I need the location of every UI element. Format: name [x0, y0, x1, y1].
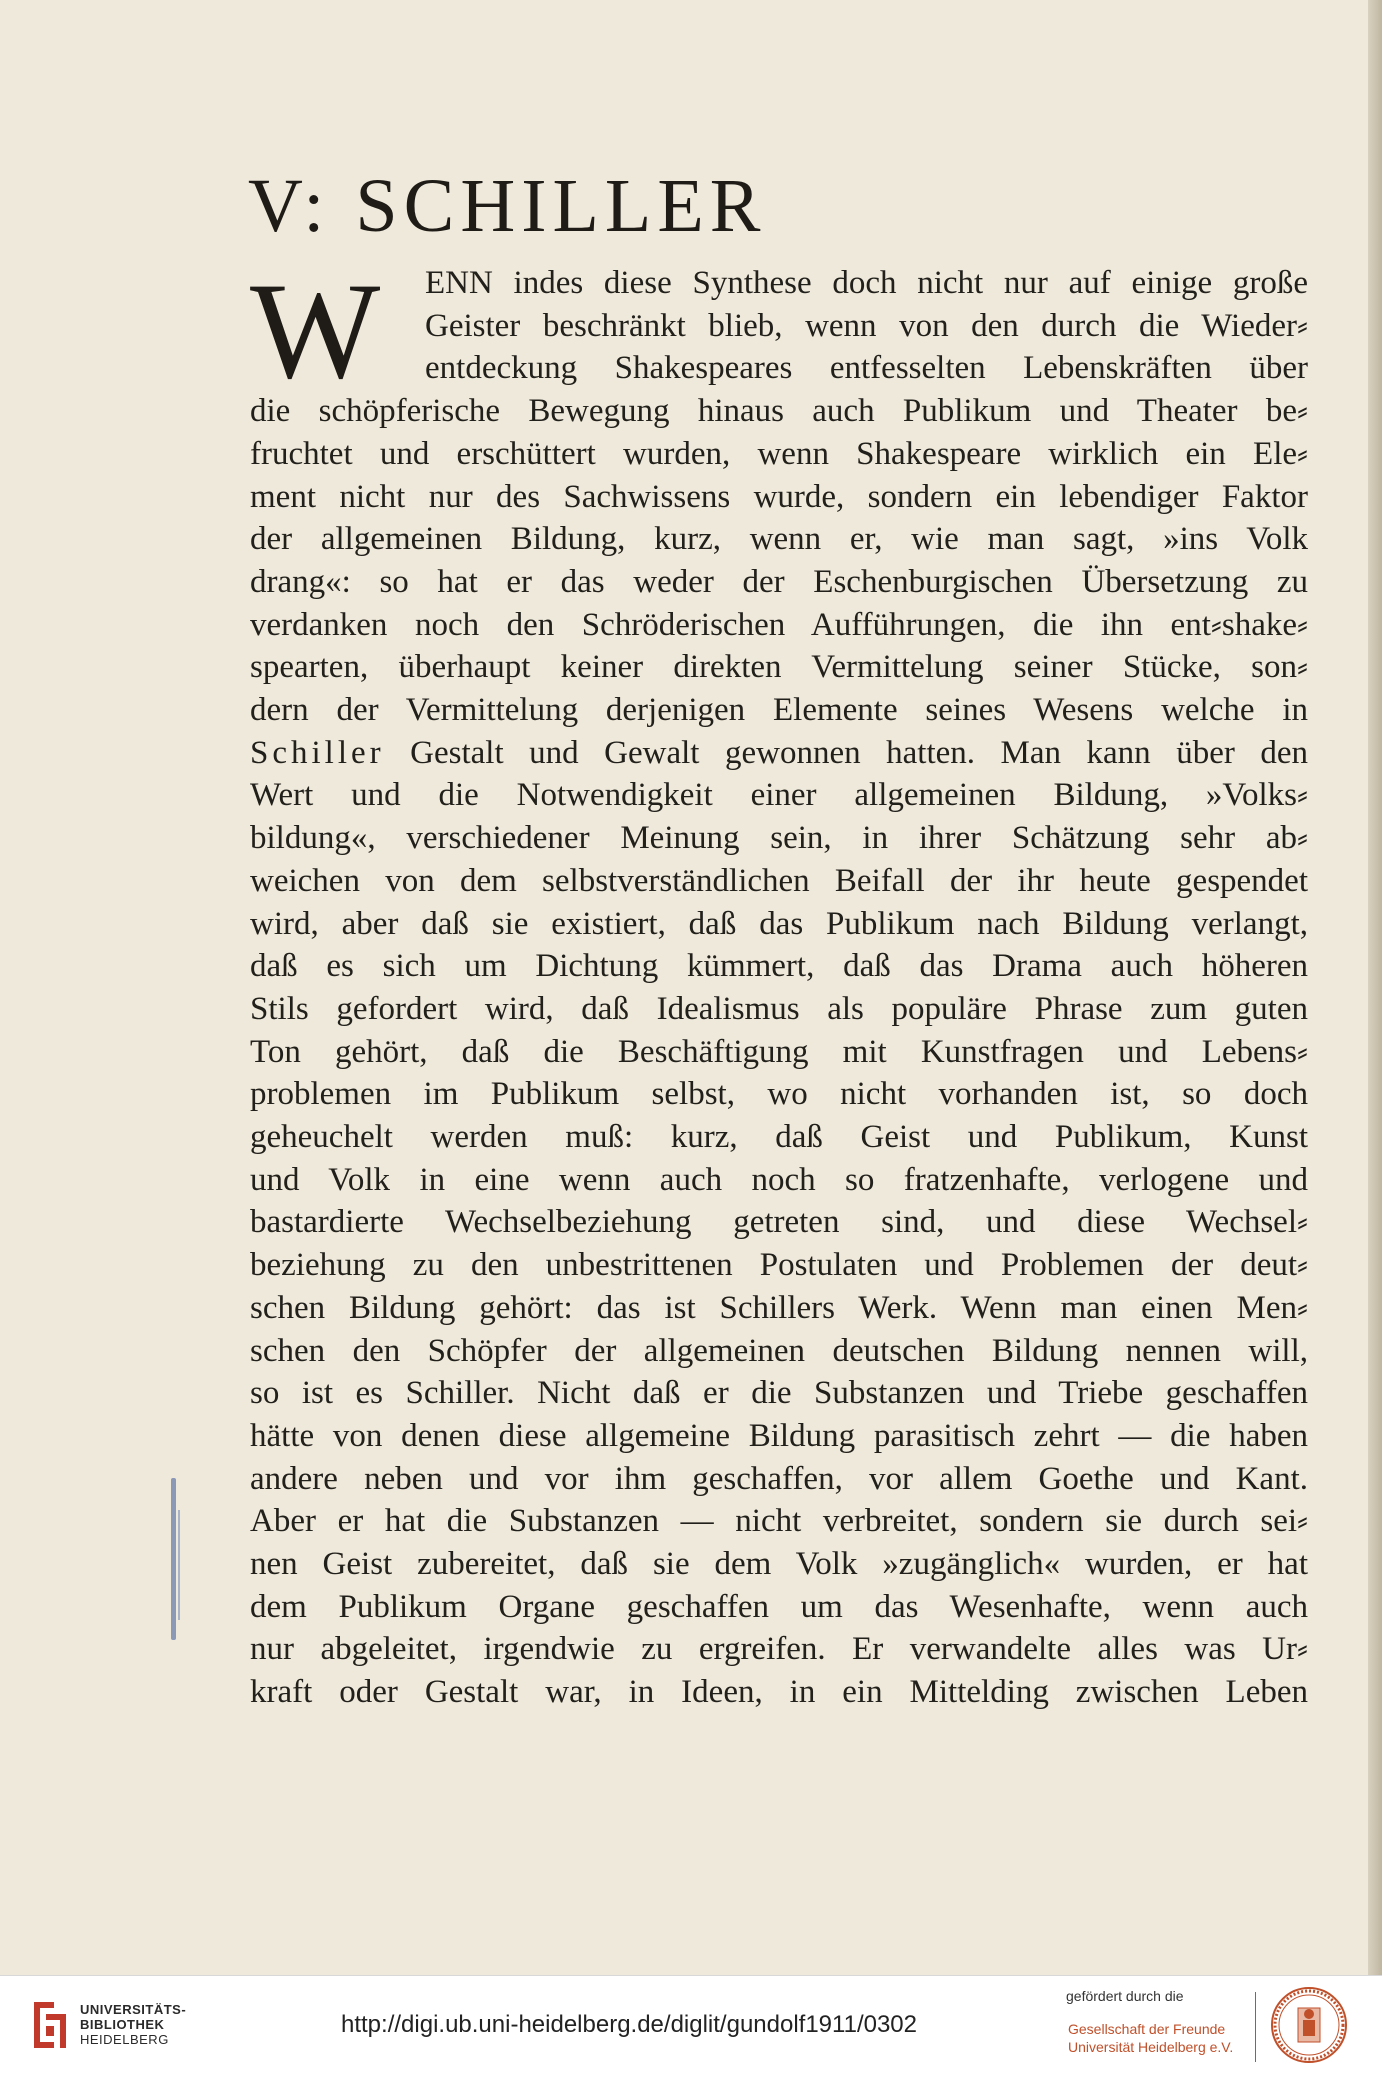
text-line: entdeckung Shakespeares entfesselten Lebenskräften über — [425, 350, 1308, 387]
text-line: bastardierte Wechselbeziehung getreten sind, und diese Wechsel⸗ — [250, 1204, 1308, 1241]
text-line: fruchtet und erschüttert wurden, wenn Shakespeare wirklich ein Ele⸗ — [250, 435, 1308, 472]
text-line: problemen im Publikum selbst, wo nicht vorhanden ist, so doch — [250, 1076, 1308, 1113]
drop-cap: W — [250, 254, 381, 407]
viewer-footer — [0, 1975, 1382, 2075]
emphasized-word: Schiller — [250, 734, 385, 771]
text-line: daß es sich um Dichtung kümmert, daß das Drama auch höheren — [250, 948, 1308, 985]
text-line: und Volk in eine wenn auch noch so fratzenhafte, verlogene und — [250, 1161, 1308, 1198]
sponsor-divider — [1255, 1992, 1256, 2062]
text-line: Stils gefordert wird, daß Idealismus als populäre Phrase zum guten — [250, 990, 1308, 1027]
margin-pencil-mark — [171, 1478, 176, 1640]
library-name — [80, 2002, 186, 2047]
text-line: der allgemeinen Bildung, kurz, wenn er, wie man sagt, »ins Volk — [250, 521, 1308, 558]
text-line: geheuchelt werden muß: kurz, daß Geist und Publikum, Kunst — [250, 1119, 1308, 1155]
text-line: bildung«, verschiedener Meinung sein, in ihrer Schätzung sehr ab⸗ — [250, 820, 1308, 857]
text-line: dem Publikum Organe geschaffen um das Wesenhafte, wenn auch — [250, 1588, 1308, 1625]
text-line: schen den Schöpfer der allgemeinen deutschen Bildung nennen will, — [250, 1332, 1308, 1369]
text-line: verdanken noch den Schröderischen Aufführungen, die ihn ent⸗shake⸗ — [250, 606, 1308, 643]
university-library-logo-icon — [30, 1998, 70, 2052]
text-line: andere neben und vor ihm geschaffen, vor allem Goethe und Kant. — [250, 1460, 1308, 1497]
sponsor-name-line: Gesellschaft der Freunde — [1068, 2021, 1226, 2037]
text-line: wird, aber daß sie existiert, daß das Publikum nach Bildung verlangt, — [250, 905, 1308, 942]
sponsor-label: gefördert durch die — [1066, 1988, 1184, 2004]
text-line: Wert und die Notwendigkeit einer allgemeinen Bildung, »Volks⸗ — [250, 777, 1308, 814]
text-line: hätte von denen diese allgemeine Bildung parasitisch zehrt — die haben — [250, 1417, 1308, 1454]
sponsor-name-line: Universität Heidelberg e.V. — [1068, 2039, 1234, 2055]
text-line: drang«: so hat er das weder der Eschenburgischen Übersetzung zu — [250, 563, 1308, 600]
sponsor-name — [1068, 2020, 1233, 2056]
text-line: spearten, überhaupt keiner direkten Vermittelung seiner Stücke, son⸗ — [250, 649, 1308, 686]
page-edge-shadow — [1368, 0, 1382, 1975]
text-line: nur abgeleitet, irgendwie zu ergreifen. Er verwandelte alles was Ur⸗ — [250, 1631, 1308, 1668]
library-name-line: HEIDELBERG — [80, 2032, 169, 2047]
text-line — [250, 733, 1308, 773]
text-line: beziehung zu den unbestrittenen Postulaten und Problemen der deut⸗ — [250, 1247, 1308, 1284]
text-line: ment nicht nur des Sachwissens wurde, sondern ein lebendiger Faktor — [250, 478, 1308, 515]
text-line: dern der Vermittelung derjenigen Elemente seines Wesens welche in — [250, 692, 1308, 728]
text-line: schen Bildung gehört: das ist Schillers Werk. Wenn man einen Men⸗ — [250, 1289, 1308, 1326]
text-line: weichen von dem selbstverständlichen Beifall der ihr heute gespendet — [250, 862, 1308, 899]
text-line: die schöpferische Bewegung hinaus auch Publikum und Theater be⸗ — [250, 393, 1308, 430]
university-seal-icon — [1270, 1986, 1348, 2064]
text-line: so ist es Schiller. Nicht daß er die Substanzen und Triebe geschaffen — [250, 1375, 1308, 1412]
text-line: kraft oder Gestalt war, in Ideen, in ein Mittelding zwischen Leben — [250, 1674, 1308, 1711]
chapter-heading: V: SCHILLER — [248, 164, 767, 248]
permalink-url[interactable]: http://digi.ub.uni-heidelberg.de/diglit/gundolf1911/0302 — [341, 2011, 917, 2038]
text-line: ENN indes diese Synthese doch nicht nur auf einige große — [425, 265, 1308, 301]
library-name-line: BIBLIOTHEK — [80, 2017, 165, 2032]
text-line: Geister beschränkt blieb, wenn von den durch die Wieder⸗ — [425, 307, 1308, 344]
margin-pencil-mark-secondary — [178, 1510, 180, 1620]
text-line-content: Gestalt und Gewalt gewonnen hatten. Man kann über den — [410, 734, 1308, 771]
library-name-line: UNIVERSITÄTS- — [80, 2002, 187, 2017]
text-line: Ton gehört, daß die Beschäftigung mit Kunstfragen und Lebens⸗ — [250, 1033, 1308, 1070]
text-line: Aber er hat die Substanzen — nicht verbreitet, sondern sie durch sei⸗ — [250, 1503, 1308, 1540]
text-line: nen Geist zubereitet, daß sie dem Volk »zugänglich« wurden, er hat — [250, 1546, 1308, 1582]
